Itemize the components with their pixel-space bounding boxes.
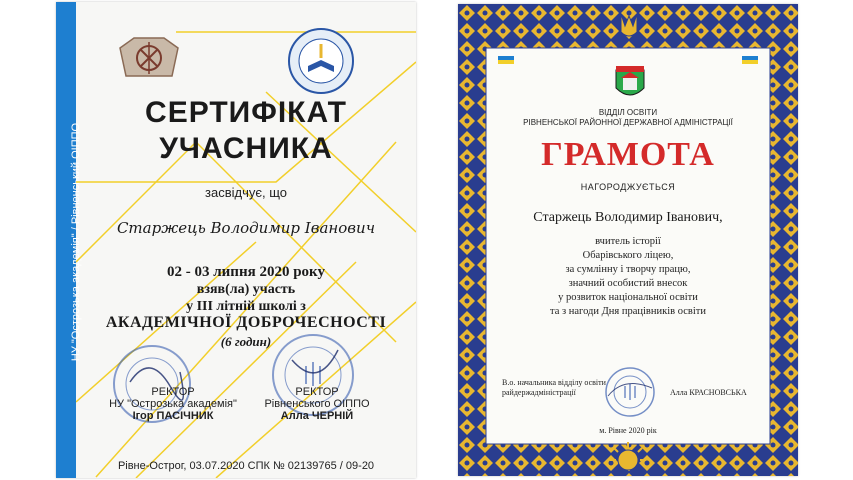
event-date: 02 - 03 липня 2020 року bbox=[167, 264, 325, 280]
recipient-name: Старжець Володимир Іванович bbox=[116, 219, 376, 237]
body-line: Обарівського ліцею, bbox=[582, 250, 674, 261]
body-line: за сумлінну і творчу працю, bbox=[565, 264, 691, 275]
signature-right bbox=[242, 386, 392, 422]
sun-ornament-icon bbox=[608, 440, 648, 470]
district-coat-of-arms-icon bbox=[613, 64, 647, 104]
certificate-footer: Рівне-Острог, 03.07.2020 СПК № 02139765 / 09-20 bbox=[117, 460, 375, 472]
honor-diploma bbox=[458, 4, 798, 476]
department-line-2: РІВНЕНСЬКОЇ РАЙОННОЇ ДЕРЖАВНОЇ АДМІНІСТРАЦІЇ bbox=[523, 118, 733, 127]
certificate-title: СЕРТИФІКАТ bbox=[145, 96, 347, 129]
signer-right-name: Алла ЧЕРНІЙ bbox=[280, 410, 354, 422]
side-band-text: НУ "Острозька академія" / Рівненський ОІППО bbox=[70, 122, 82, 362]
certifies-text: засвідчує, що bbox=[205, 185, 287, 200]
department-line-1: ВІДДІЛ ОСВІТИ bbox=[598, 108, 658, 117]
certificate-subtitle: УЧАСНИКА bbox=[159, 132, 333, 165]
academy-crest-icon bbox=[114, 28, 184, 84]
trident-icon bbox=[618, 12, 640, 42]
signer-title-line-2: райдержадміністрації bbox=[502, 388, 576, 397]
hours-text: (6 годин) bbox=[220, 334, 272, 349]
diploma-title: ГРАМОТА bbox=[541, 136, 715, 173]
body-line: та з нагоди Дня працівників освіти bbox=[550, 306, 706, 317]
signer-title-line-1: В.о. начальника відділу освіти bbox=[502, 378, 606, 387]
body-line: значний особистий внесок bbox=[568, 278, 688, 289]
topic-text: АКАДЕМІЧНОЇ ДОБРОЧЕСНОСТІ bbox=[105, 314, 387, 331]
participation-text: взяв(ла) участь bbox=[196, 282, 296, 297]
body-line: вчитель історії bbox=[595, 236, 661, 247]
round-stamp bbox=[604, 366, 656, 418]
signer-left-name: Ігор ПАСІЧНИК bbox=[132, 410, 214, 422]
body-line: у розвиток національної освіти bbox=[558, 292, 698, 303]
signer-name: Алла КРАСНОВСЬКА bbox=[670, 388, 747, 397]
signer-left-role: РЕКТОР bbox=[151, 386, 195, 398]
awarded-text: НАГОРОДЖУЄТЬСЯ bbox=[580, 182, 676, 192]
institute-seal-icon bbox=[286, 26, 356, 96]
place-and-year: м. Рівне 2020 рік bbox=[599, 426, 657, 435]
signer-right-role: РЕКТОР bbox=[295, 386, 339, 398]
school-text: у ІІІ літній школі з bbox=[186, 299, 306, 314]
participant-certificate bbox=[56, 2, 416, 478]
signer-right-org: Рівненського ОІППО bbox=[264, 398, 370, 410]
awardee-name: Старжець Володимир Іванович, bbox=[533, 210, 723, 225]
signer-left-org: НУ "Острозька академія" bbox=[109, 398, 237, 410]
signature-left bbox=[88, 386, 258, 422]
